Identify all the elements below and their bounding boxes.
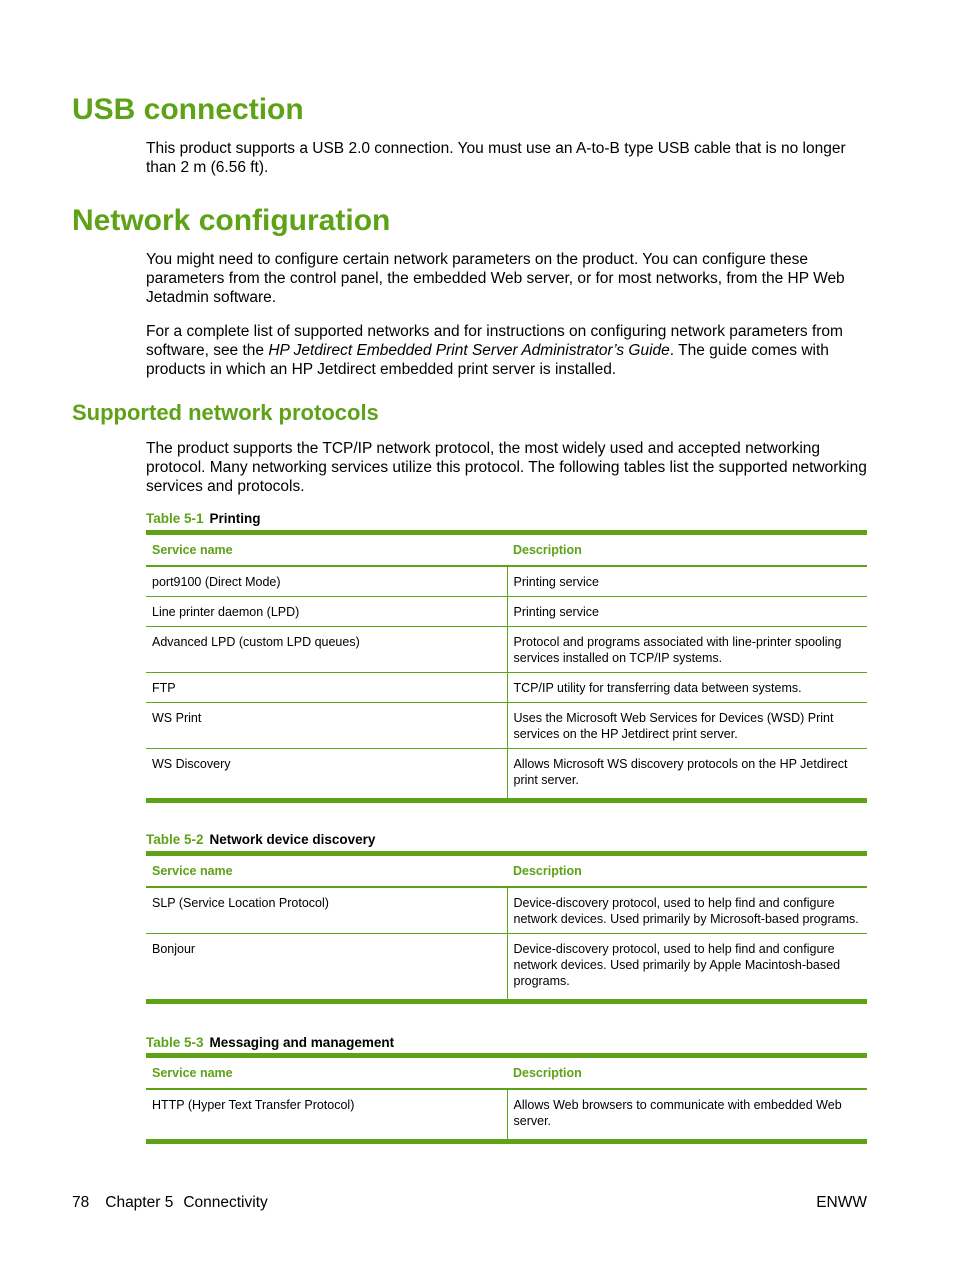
guide-title: HP Jetdirect Embedded Print Server Administrator’s Guide (268, 342, 670, 359)
table-number: Table 5-1 (146, 511, 204, 526)
table-number: Table 5-3 (146, 1035, 204, 1050)
footer-chapter: Chapter 5 (105, 1194, 174, 1211)
table-title: Messaging and management (209, 1035, 395, 1050)
table-5-3-caption (146, 1035, 394, 1051)
guide-reference-prefix: For a complete list of supported networks and for instructions on configuring network parameters from software, see the (146, 323, 843, 359)
footer-edition-label: ENWW (816, 1194, 867, 1211)
table-5-2-caption (146, 832, 375, 848)
description-cell: Printing service (507, 566, 867, 597)
table-5-1-caption (146, 511, 261, 527)
service-name-cell: WS Print (146, 703, 507, 749)
column-header-description: Description (507, 533, 867, 567)
column-header-service-name: Service name (146, 533, 507, 567)
table-row (146, 887, 867, 934)
usb-connection-text: This product supports a USB 2.0 connection. You must use an A-to-B type USB cable that is no longer than 2 m (6.56 ft). (146, 140, 846, 176)
table-row (146, 673, 867, 703)
table-title: Printing (209, 511, 261, 526)
column-header-description: Description (507, 854, 867, 888)
service-name-cell: Bonjour (146, 934, 507, 1002)
description-cell: Device-discovery protocol, used to help find and configure network devices. Used primarily by Microsoft-based programs. (507, 887, 867, 934)
network-configuration-paragraph-2 (146, 322, 870, 379)
column-header-service-name: Service name (146, 1056, 507, 1090)
messaging-and-management-table (146, 1053, 867, 1144)
service-name-cell: Advanced LPD (custom LPD queues) (146, 627, 507, 673)
column-header-service-name: Service name (146, 854, 507, 888)
supported-network-protocols-heading: Supported network protocols (72, 400, 379, 425)
description-cell: Device-discovery protocol, used to help find and configure network devices. Used primarily by Apple Macintosh-based programs. (507, 934, 867, 1002)
description-cell: Printing service (507, 597, 867, 627)
service-name-cell: HTTP (Hyper Text Transfer Protocol) (146, 1089, 507, 1142)
table-header-row (146, 533, 867, 567)
table-row (146, 597, 867, 627)
column-header-description: Description (507, 1056, 867, 1090)
service-name-cell: port9100 (Direct Mode) (146, 566, 507, 597)
table-row (146, 749, 867, 801)
table-number: Table 5-2 (146, 832, 204, 847)
table-row (146, 934, 867, 1002)
page-number: 78 (72, 1194, 90, 1211)
network-configuration-heading: Network configuration (72, 204, 391, 237)
service-name-cell: SLP (Service Location Protocol) (146, 887, 507, 934)
description-cell: Allows Web browsers to communicate with embedded Web server. (507, 1089, 867, 1142)
table-header-row (146, 854, 867, 888)
description-cell: TCP/IP utility for transferring data between systems. (507, 673, 867, 703)
page-footer (72, 1193, 867, 1212)
guide-reference-suffix: . The guide comes with products in which an HP Jetdirect embedded print server is installed. (146, 342, 829, 378)
table-row (146, 1089, 867, 1142)
description-cell: Uses the Microsoft Web Services for Devices (WSD) Print services on the HP Jetdirect print server. (507, 703, 867, 749)
service-name-cell: Line printer daemon (LPD) (146, 597, 507, 627)
service-name-cell: FTP (146, 673, 507, 703)
table-header-row (146, 1056, 867, 1090)
printing-table (146, 530, 867, 803)
usb-connection-heading: USB connection (72, 93, 304, 126)
table-row (146, 703, 867, 749)
supported-protocols-text: The product supports the TCP/IP network protocol, the most widely used and accepted networking protocol. Many networking services utilize this protocol. The following tables list the supported networking services and protocols. (146, 440, 867, 495)
network-device-discovery-table (146, 851, 867, 1004)
table-row (146, 627, 867, 673)
description-cell: Allows Microsoft WS discovery protocols on the HP Jetdirect print server. (507, 749, 867, 801)
network-configuration-paragraph-1: You might need to configure certain network parameters on the product. You can configure these parameters from the control panel, the embedded Web server, or for most networks, from the HP Web Jetadmin software. (146, 251, 845, 306)
table-title: Network device discovery (209, 832, 376, 847)
table-row (146, 566, 867, 597)
service-name-cell: WS Discovery (146, 749, 507, 801)
description-cell: Protocol and programs associated with line-printer spooling services installed on TCP/IP systems. (507, 627, 867, 673)
footer-section: Connectivity (183, 1194, 268, 1211)
